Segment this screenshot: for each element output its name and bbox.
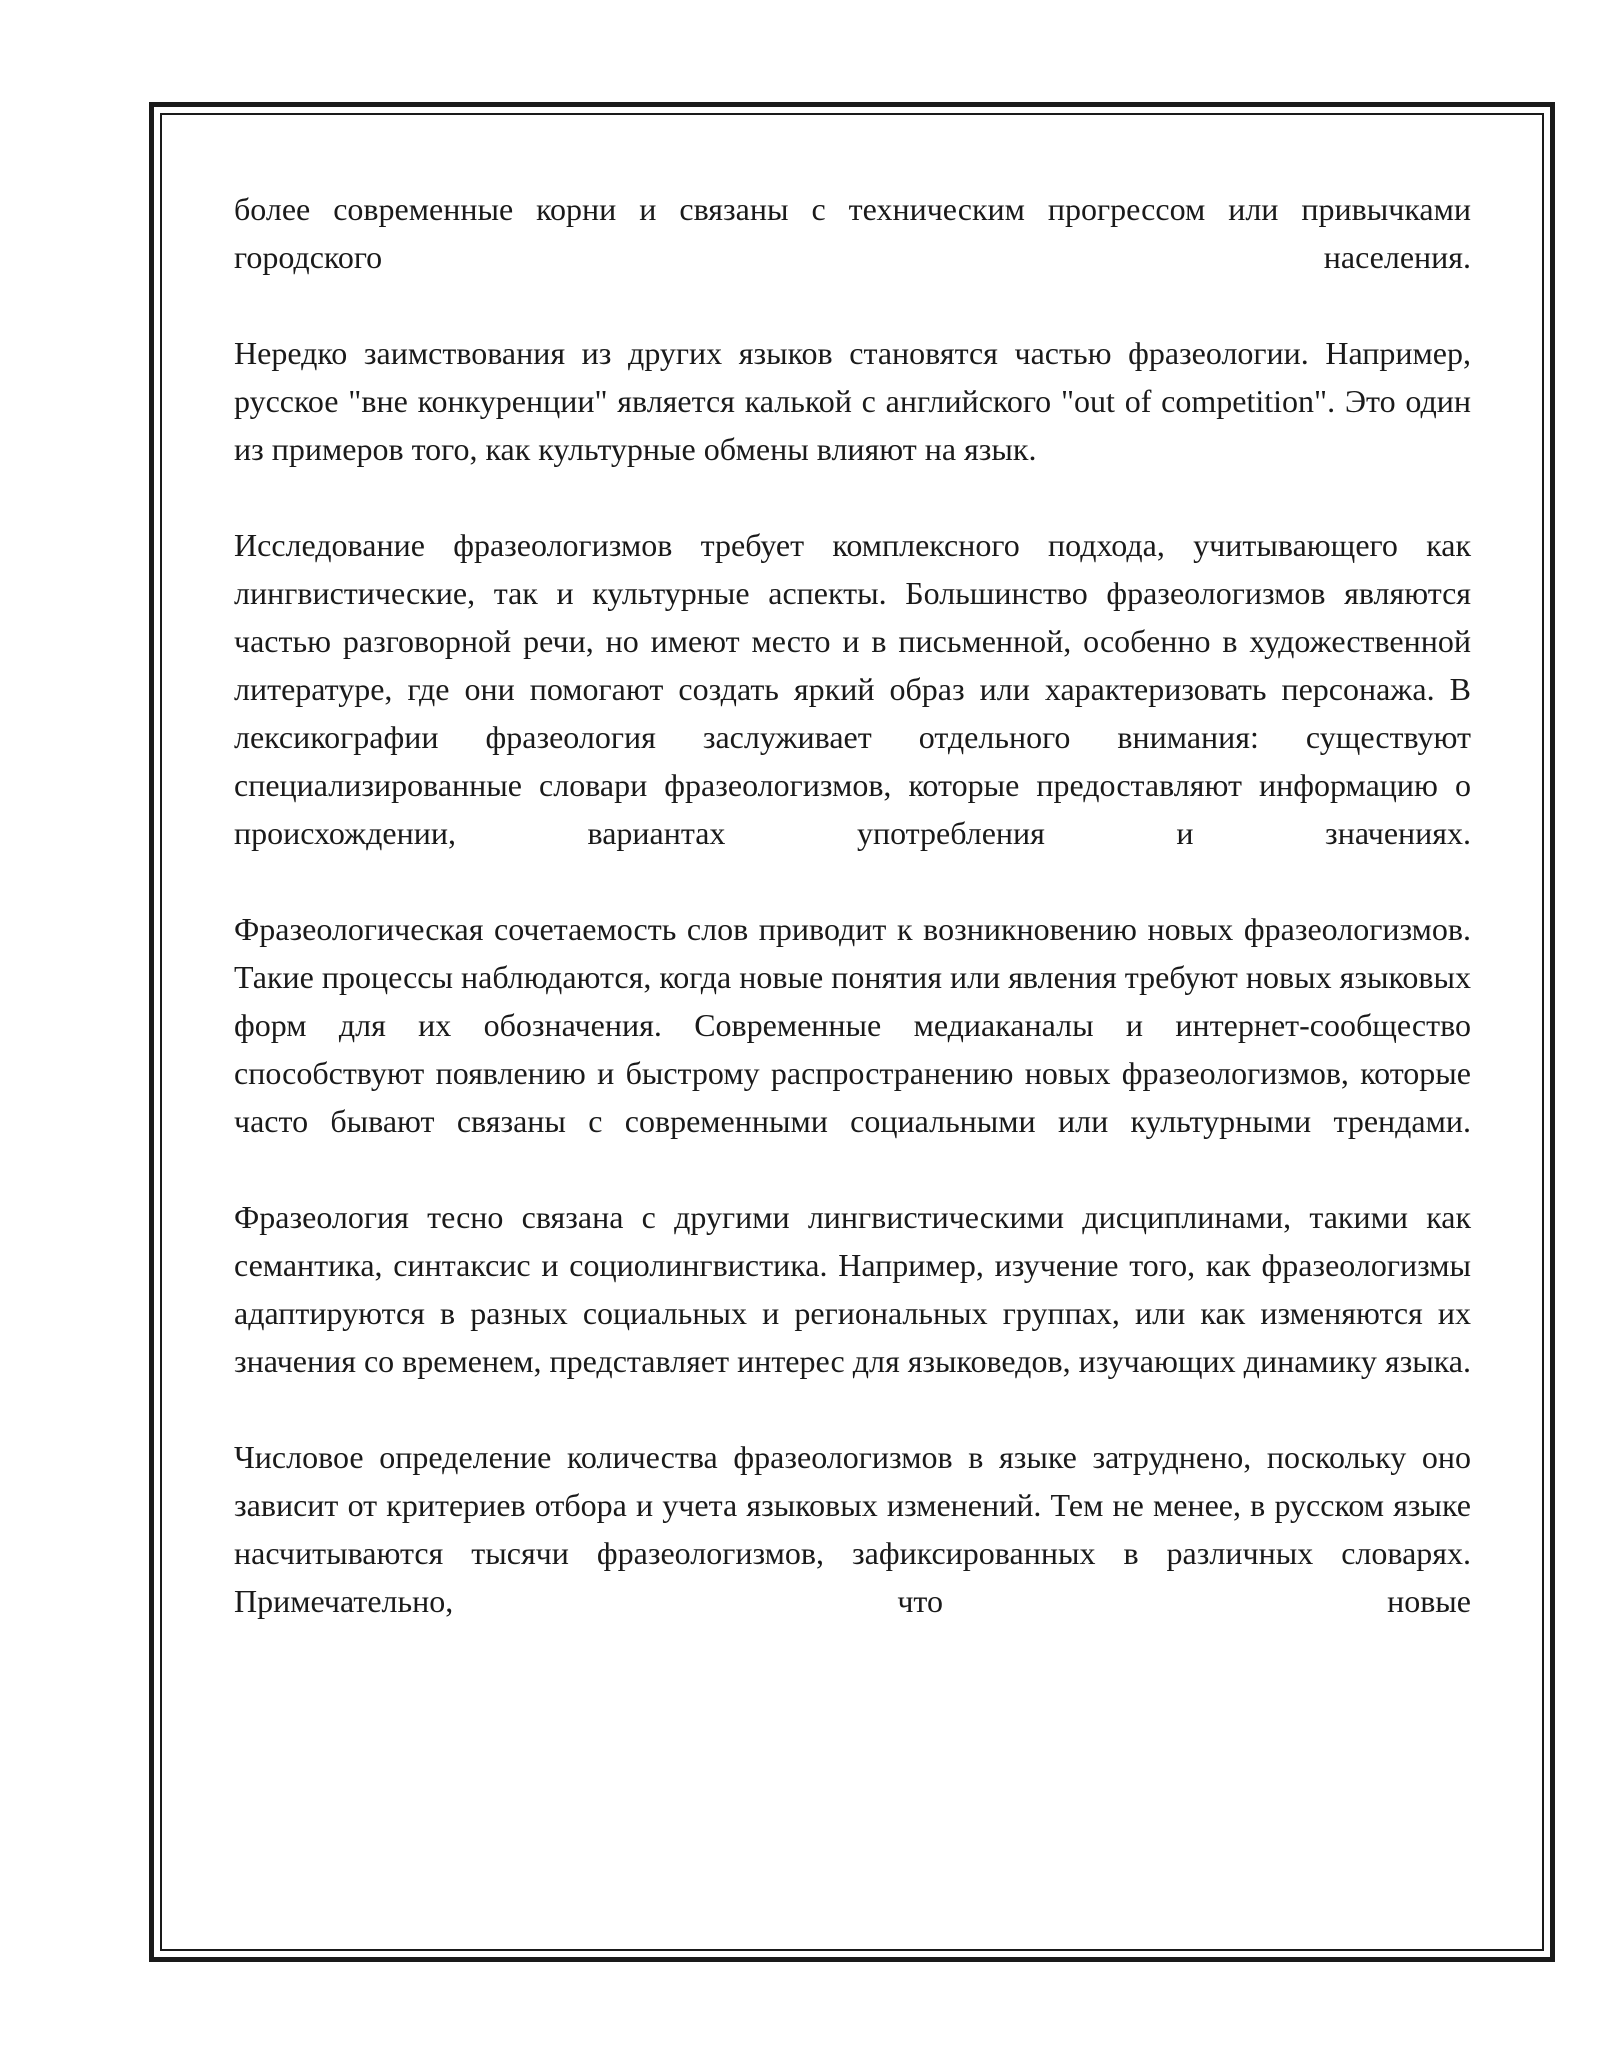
paragraph-5: Фразеология тесно связана с другими лингвистическими дисциплинами, такими как семантика, синтаксис и социолингвистика. Например, изучение того, как фразеологизмы адаптируются в разных социальных и региональных группах, или как изменяются их значения со временем, представляет интерес для языковедов, изучающих динамику языка. — [234, 1199, 1471, 1379]
paragraph-4: Фразеологическая сочетаемость слов приводит к возникновению новых фразеологизмов. Такие процессы наблюдаются, когда новые понятия или явления требуют новых языковых форм для их обозначения. Современные медиаканалы и интернет-сообщество способствуют появлению и быстрому распространению новых фразеологизмов, которые часто бывают связаны с современными социальными или культурными трендами. — [234, 911, 1471, 1139]
paragraph-6: Числовое определение количества фразеологизмов в языке затруднено, поскольку оно зависит от критериев отбора и учета языковых изменений. Тем не менее, в русском языке насчитываются тысячи фразеологизмов, зафиксированных в различных словарях. Примечательно, что новые — [234, 1439, 1471, 1619]
paragraph-3: Исследование фразеологизмов требует комплексного подхода, учитывающего как лингвистические, так и культурные аспекты. Большинство фразеологизмов являются частью разговорной речи, но имеют место и в письменной, особенно в художественной литературе, где они помогают создать яркий образ или характеризовать персонажа. В лексикографии фразеология заслуживает отдельного внимания: существуют специализированные словари фразеологизмов, которые предоставляют информацию о происхождении, вариантах употребления и значениях. — [234, 527, 1471, 851]
paragraph-1: более современные корни и связаны с техническим прогрессом или привычками городского населения. — [234, 191, 1471, 275]
document-body — [234, 185, 1471, 1673]
paragraph-2: Нередко заимствования из других языков становятся частью фразеологии. Например, русское "вне конкуренции" является калькой с английского "out of competition". Это один из примеров того, как культурные обмены влияют на язык. — [234, 335, 1471, 467]
